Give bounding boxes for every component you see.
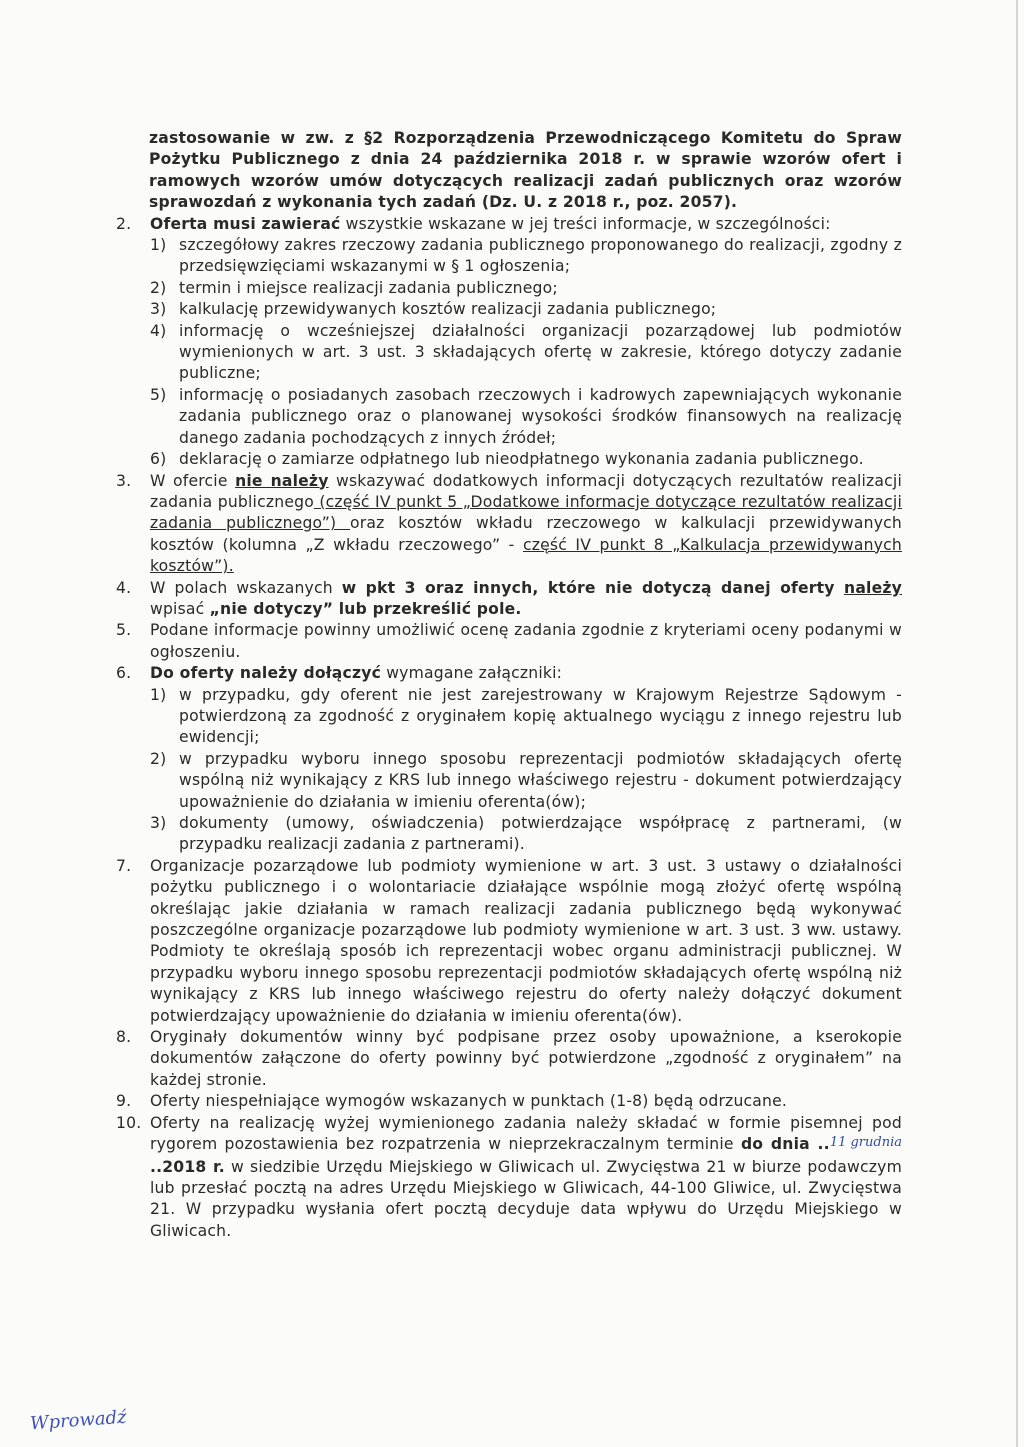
intro-paragraph: zastosowanie w zw. z §2 Rozporządzenia Przewodniczącego Komitetu do Spraw Pożytku Publicznego z dnia 24 października 2018 r. w sprawie wzorów ofert i ramowych wzorów umów dotyczących realizacji zadań publicznych oraz wzorów sprawozdań z wykonania tych zadań (Dz. U. z 2018 r., poz. 2057).: [149, 129, 902, 212]
section-9: [116, 1091, 902, 1112]
list-item: 4) informację o wcześniejszej działalności organizacji pozarządowej lub podmiotów wymienionych w art. 3 ust. 3 składających ofertę w zakresie, którego dotyczy zadanie publiczne;: [150, 321, 902, 383]
list-item: 5) informację o posiadanych zasobach rzeczowych i kadrowych zapewniających wykonanie zadania publicznego oraz o planowanej wysokości środków finansowych na realizację danego zadania pochodzących z innych źródeł;: [150, 385, 902, 447]
section-6: [116, 663, 902, 856]
section-7: [116, 856, 902, 1027]
section-number: 3.: [116, 471, 132, 490]
list-item: 2) termin i miejsce realizacji zadania publicznego;: [150, 278, 558, 297]
section-text: Oryginały dokumentów winny być podpisane przez osoby upoważnione, a kserokopie dokumentów załączone do oferty powinny być potwierdzone „zgodność z oryginałem” na każdej stronie.: [150, 1028, 902, 1089]
section-number: 7.: [116, 856, 132, 875]
section-number: 2.: [116, 214, 132, 233]
section-heading: Do oferty należy dołączyć: [150, 664, 382, 683]
list-item: 1) w przypadku, gdy oferent nie jest zarejestrowany w Krajowym Rejestrze Sądowym - potwierdzoną za zgodność z oryginałem kopię aktualnego wyciągu z innego rejestru lub ewidencji;: [150, 685, 902, 747]
list-item: 1) szczegółowy zakres rzeczowy zadania publicznego proponowanego do realizacji, zgodny z przedsięwzięciami wskazanymi w § 1 ogłoszenia;: [150, 236, 902, 276]
section-number: 6.: [116, 664, 132, 683]
section-number: 5.: [116, 621, 132, 640]
document-page: [116, 128, 902, 1242]
list-item: 3) kalkulację przewidywanych kosztów realizacji zadania publicznego;: [150, 300, 717, 319]
deadline-year: ..2018 r.: [150, 1157, 225, 1176]
list-item: 2) w przypadku wyboru innego sposobu reprezentacji podmiotów składających ofertę wspólną niż wynikający z KRS lub innego właściwego rejestru - dokument potwierdzający upoważnienie do działania w imieniu oferenta(ów);: [150, 749, 902, 811]
section-number: 10.: [116, 1113, 142, 1132]
emphasis-nie-nalezy: nie należy: [235, 471, 329, 490]
section-text: W polach wskazanych w pkt 3 oraz innych, które nie dotyczą danej oferty należy wpisać „nie dotyczy” lub przekreślić pole.: [150, 578, 903, 618]
section-number: 9.: [116, 1092, 132, 1111]
section-8: [116, 1027, 902, 1091]
section-number: 4.: [116, 578, 132, 597]
section-4: [116, 578, 902, 621]
section-number: 8.: [116, 1028, 132, 1047]
section-10: [116, 1113, 902, 1242]
list-item: 3) dokumenty (umowy, oświadczenia) potwierdzające współpracę z partnerami, (w przypadku realizacji zadania z partnerami).: [150, 814, 902, 854]
section-text: W ofercie nie należy wskazywać dodatkowych informacji dotyczących rezultatów realizacji zadania publicznego (część IV punkt 5 „Dodatkowe informacje dotyczące rezultatów realizacji zadania publicznego”) oraz kosztów wkładu rzeczowego w kalkulacji przewidywanych kosztów (kolumna „Z wkładu rzeczowego” - część IV punkt 8 „Kalkulacja przewidywanych kosztów”).: [150, 471, 903, 576]
section-heading: Oferta musi zawierać: [150, 214, 341, 233]
section-text: Organizacje pozarządowe lub podmioty wymienione w art. 3 ust. 3 ustawy o działalności pożytku publicznego i o wolontariacie działające wspólnie mogą złożyć ofertę wspólną określając jakie działania w ramach realizacji zadania publicznego będą wykonywać poszczególne organizacje pozarządowe lub podmioty wymienione w art. 3 ust. 3 ww. ustawy. Podmioty te określają sposób ich reprezentacji wobec organu administracji publicznej. W przypadku wyboru innego sposobu reprezentacji podmiotów składających ofertę wspólną niż wynikający z KRS lub innego właściwego rejestru do oferty należy dołączyć dokument potwierdzający upoważnienie do działania w imieniu oferenta(ów).: [150, 856, 902, 1025]
section-text: wymagane załączniki:: [381, 664, 563, 683]
deadline-label: do dnia ..: [740, 1135, 830, 1154]
underlined-reference: (część IV punkt 5 „Dodatkowe informacje dotyczące rezultatów realizacji zadania publicznego”): [150, 492, 902, 533]
section-text: Podane informacje powinny umożliwić ocenę zadania zgodnie z kryteriami oceny podanymi w ogłoszeniu.: [150, 621, 902, 661]
handwritten-date: 11 grudnia: [829, 1135, 902, 1151]
underlined-reference: część IV punkt 8 „Kalkulacja przewidywanych kosztów”).: [150, 535, 902, 576]
section-2: [116, 214, 902, 471]
emphasis-nalezy: należy: [844, 578, 903, 597]
section-3: [116, 471, 902, 578]
scan-edge: [1016, 0, 1018, 1447]
section-5: [116, 620, 902, 663]
section-text: Oferty niespełniające wymogów wskazanych w punktach (1-8) będą odrzucane.: [150, 1092, 788, 1111]
section-text: wszystkie wskazane w jej treści informacje, w szczególności:: [340, 214, 831, 233]
section-text: Oferty na realizację wyżej wymienionego zadania należy składać w formie pisemnej pod rygorem pozostawienia bez rozpatrzenia w nieprzekraczalnym terminie do dnia ..11 grudnia..2018 r. w siedzibie Urzędu Miejskiego w Gliwicach ul. Zwycięstwa 21 w biurze podawczym lub przesłać pocztą na adres Urzędu Miejskiego w Gliwicach, 44-100 Gliwice, ul. Zwycięstwa 21. W przypadku wysłania ofert pocztą decyduje data wpływu do Urzędu Miejskiego w Gliwicach.: [150, 1113, 902, 1240]
list-item: 6) deklarację o zamiarze odpłatnego lub nieodpłatnego wykonania zadania publicznego.: [150, 450, 864, 469]
handwritten-signature: Wprowadź: [29, 1406, 128, 1435]
